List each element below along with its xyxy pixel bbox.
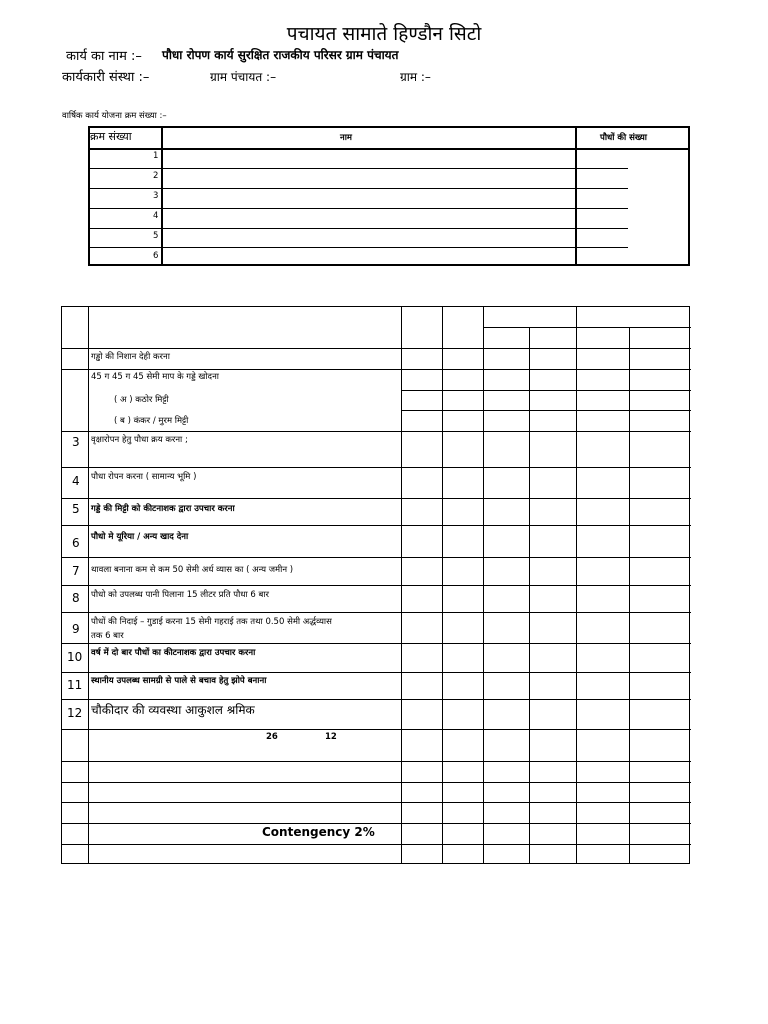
row-divider [62, 782, 691, 783]
row-text: पौधों की निदाई – गुडाई करना 15 सेमी गहराई तक तथा 0.50 सेमी अर्द्धव्यास [91, 617, 332, 627]
row-number: 11 [67, 678, 83, 692]
row-divider [401, 410, 691, 411]
row-divider [62, 431, 691, 432]
row-divider [62, 699, 691, 700]
row-serial: 4 [153, 211, 159, 221]
row-divider [90, 247, 628, 248]
row-divider [62, 729, 691, 730]
row-text: गड्ढो की निशान देही करना [91, 352, 170, 362]
row-number: 6 [72, 536, 80, 550]
beneficiary-table [88, 126, 690, 266]
row-number: 4 [72, 474, 80, 488]
col-header-plant-count: पौधों की संख्या [600, 133, 647, 143]
row-divider [62, 525, 691, 526]
row-divider [62, 369, 691, 370]
panchayat-label: ग्राम पंचायत :– [210, 70, 277, 84]
row-text: पौधो को उपलब्ध पानी पिलाना 15 लीटर प्रति पौधा 6 बार [91, 590, 270, 600]
row-divider [62, 643, 691, 644]
row-serial: 3 [153, 191, 159, 201]
row-divider [62, 844, 691, 845]
row-serial: 1 [153, 151, 159, 161]
row-divider [62, 761, 691, 762]
row-text: थावला बनाना कम से कम 50 सेमी अर्ध व्यास का ( अन्य जमीन ) [91, 565, 294, 575]
row-text: पौधा रोपन करना ( सामान्य भूमि ) [91, 472, 197, 482]
row-serial: 5 [153, 231, 159, 241]
page-title: पचायत सामाते हिण्डौन सिटो [286, 23, 482, 45]
row-text: ( अ ) कठोर मिट्टी [114, 395, 169, 405]
col-divider [575, 128, 577, 264]
row-number: 7 [72, 564, 80, 578]
col-divider [161, 128, 163, 264]
contingency-label: Contengency 2% [262, 825, 375, 839]
row-text: चौकीदार की व्यवस्था आकुशल श्रमिक [91, 703, 255, 717]
row-number: 5 [72, 502, 80, 516]
row-number: 12 [67, 706, 83, 720]
col-header-name: नाम [340, 133, 353, 143]
row-divider [483, 327, 691, 328]
col-header-serial: क्रम संख्या [90, 130, 132, 143]
work-items-table [61, 306, 690, 864]
agency-label: कार्यकारी संस्था :– [62, 70, 150, 85]
beneficiary-table-header [90, 128, 688, 150]
work-name-value: पौधा रोपण कार्य सुरक्षित राजकीय परिसर ग्राम पंचायत [162, 48, 399, 62]
row-text: पौधो मे यूरिया / अन्य खाद देना [91, 532, 189, 542]
work-name-label: कार्य का नाम :– [66, 49, 142, 64]
row-divider [62, 672, 691, 673]
row-text: वर्ष में दो बार पौधों का कीटनाशक द्वारा उपचार करना [91, 648, 256, 658]
row-divider [90, 168, 628, 169]
row-divider [90, 208, 628, 209]
row-divider [62, 557, 691, 558]
row-text: ( ब ) कंकर / मुरम मिट्टी [114, 416, 189, 426]
row-number: 8 [72, 591, 80, 605]
row-divider [401, 390, 691, 391]
row-divider [62, 467, 691, 468]
row-number: 3 [72, 435, 80, 449]
wage-days: 26 [266, 732, 278, 742]
row-divider [62, 612, 691, 613]
row-divider [62, 348, 691, 349]
village-label: ग्राम :– [400, 70, 431, 84]
row-text: स्थानीय उपलब्ध सामग्री से पाले से बचाव हेतु झोपे बनाना [91, 676, 267, 686]
row-serial: 6 [153, 251, 159, 261]
wage-months: 12 [325, 732, 337, 742]
annual-plan-label: वार्षिक कार्य योजना क्रम संख्या :– [62, 111, 167, 121]
row-divider [62, 802, 691, 803]
row-text: 45 ग 45 ग 45 सेमी माप के गड्डे खोदना [91, 372, 219, 382]
row-text-continued: तक 6 बार [91, 631, 124, 641]
row-divider [90, 188, 628, 189]
row-divider [90, 228, 628, 229]
row-divider [62, 585, 691, 586]
row-serial: 2 [153, 171, 159, 181]
row-number: 9 [72, 622, 80, 636]
row-text: वृक्षारोपन हेतु पौधा क्रय करना ; [91, 435, 188, 445]
row-number: 10 [67, 650, 83, 664]
row-divider [62, 498, 691, 499]
row-divider [62, 823, 691, 824]
row-text: गड्डे की मिट्टी को कीटनाशक द्वारा उपचार करना [91, 504, 235, 514]
